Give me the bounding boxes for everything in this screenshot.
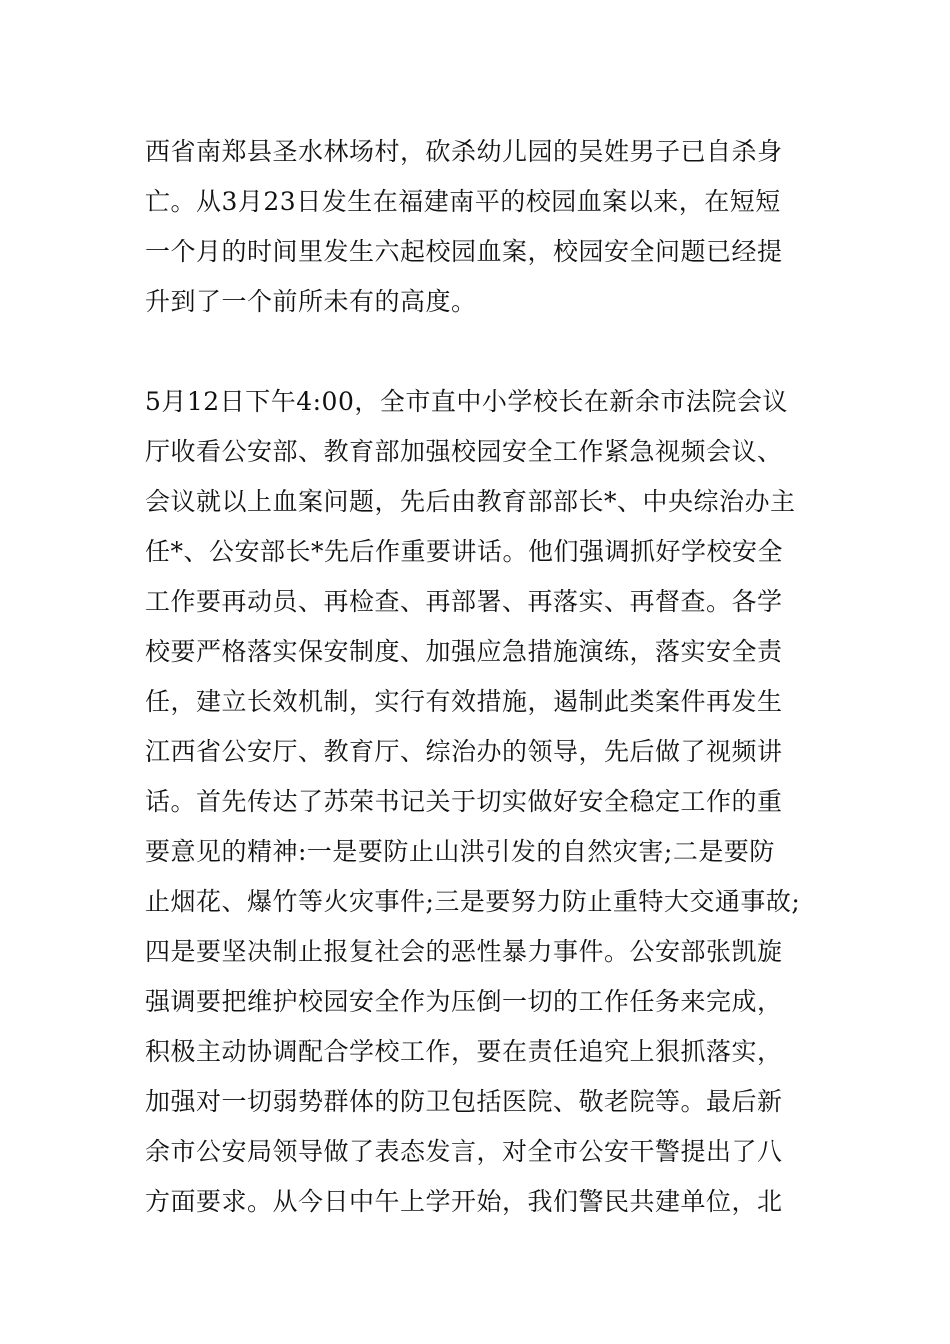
- text-line: 余市公安局领导做了表态发言，对全市公安干警提出了八: [145, 1137, 783, 1166]
- text-line: 强调要把维护校园安全作为压倒一切的工作任务来完成，: [145, 987, 783, 1016]
- text-line: 江西省公安厅、教育厅、综治办的领导，先后做了视频讲: [145, 737, 783, 766]
- text-line: 工作要再动员、再检查、再部署、再落实、再督查。各学: [145, 587, 783, 616]
- text-line: 升到了一个前所未有的高度。: [145, 287, 477, 316]
- text-line: 亡。从3月23日发生在福建南平的校园血案以来，在短短: [145, 187, 781, 216]
- text-line: 话。首先传达了苏荣书记关于切实做好安全稳定工作的重: [145, 787, 783, 816]
- text-line: 会议就以上血案问题，先后由教育部部长*、中央综治办主: [145, 487, 796, 516]
- text-line: 要意见的精神:一是要防止山洪引发的自然灾害;二是要防: [145, 837, 775, 866]
- text-line: 5月12日下午4:00，全市直中小学校长在新余市法院会议: [145, 387, 788, 416]
- text-line: 积极主动协调配合学校工作，要在责任追究上狠抓落实，: [145, 1037, 783, 1066]
- text-line: 四是要坚决制止报复社会的恶性暴力事件。公安部张凯旋: [145, 937, 783, 966]
- text-line: 止烟花、爆竹等火灾事件;三是要努力防止重特大交通事故;: [145, 887, 801, 916]
- text-line: 校要严格落实保安制度、加强应急措施演练，落实安全责: [145, 637, 783, 666]
- text-line: 任*、公安部长*先后作重要讲话。他们强调抓好学校安全: [145, 537, 784, 566]
- text-line: 一个月的时间里发生六起校园血案，校园安全问题已经提: [145, 237, 783, 266]
- text-line: 任，建立长效机制，实行有效措施，遏制此类案件再发生: [145, 687, 783, 716]
- text-line: 方面要求。从今日中午上学开始，我们警民共建单位，北: [145, 1187, 783, 1216]
- text-line: 厅收看公安部、教育部加强校园安全工作紧急视频会议、: [145, 437, 783, 466]
- text-line: 加强对一切弱势群体的防卫包括医院、敬老院等。最后新: [145, 1087, 783, 1116]
- text-line: 西省南郑县圣水林场村，砍杀幼儿园的吴姓男子已自杀身: [145, 137, 783, 166]
